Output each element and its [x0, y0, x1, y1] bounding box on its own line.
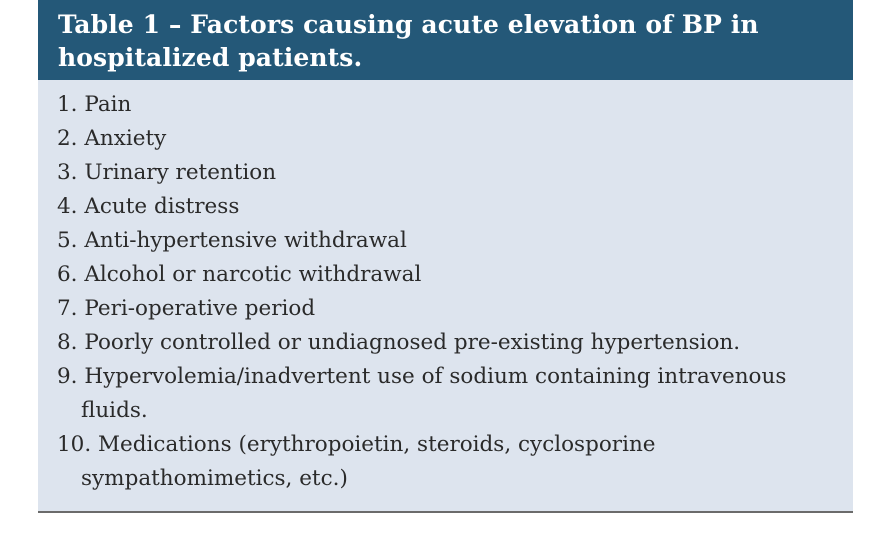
item-number: 3. [57, 160, 78, 185]
list-item [57, 428, 853, 496]
item-text: Pain [84, 92, 132, 117]
list-item [57, 190, 853, 224]
list-item [57, 292, 853, 326]
table-body [38, 80, 853, 496]
item-number: 6. [57, 262, 78, 287]
item-text: Urinary retention [84, 160, 277, 185]
list-item [57, 122, 853, 156]
item-number: 9. [57, 364, 78, 389]
factor-list [57, 88, 853, 496]
item-text: Anxiety [84, 126, 167, 151]
item-text: Alcohol or narcotic withdrawal [84, 262, 422, 287]
list-item [57, 156, 853, 190]
item-text: Hypervolemia/inadvertent use of sodium containing intravenous fluids. [81, 364, 787, 423]
list-item [57, 326, 853, 360]
table-header [38, 0, 853, 80]
item-text: Peri-operative period [84, 296, 316, 321]
list-item [57, 224, 853, 258]
item-number: 1. [57, 92, 78, 117]
table-title: Table 1 – Factors causing acute elevation of BP in hospitalized patients. [58, 10, 759, 72]
item-number: 8. [57, 330, 78, 355]
list-item [57, 258, 853, 292]
item-text: Anti-hypertensive withdrawal [84, 228, 407, 253]
item-number: 7. [57, 296, 78, 321]
item-number: 10. [57, 432, 92, 457]
item-number: 2. [57, 126, 78, 151]
item-text: Poorly controlled or undiagnosed pre-existing hypertension. [84, 330, 741, 355]
item-text: Acute distress [84, 194, 240, 219]
item-number: 4. [57, 194, 78, 219]
table-panel [38, 0, 853, 513]
item-text: Medications (erythropoietin, steroids, cyclosporine sympathomimetics, etc.) [81, 432, 656, 491]
item-number: 5. [57, 228, 78, 253]
list-item [57, 88, 853, 122]
list-item [57, 360, 853, 428]
